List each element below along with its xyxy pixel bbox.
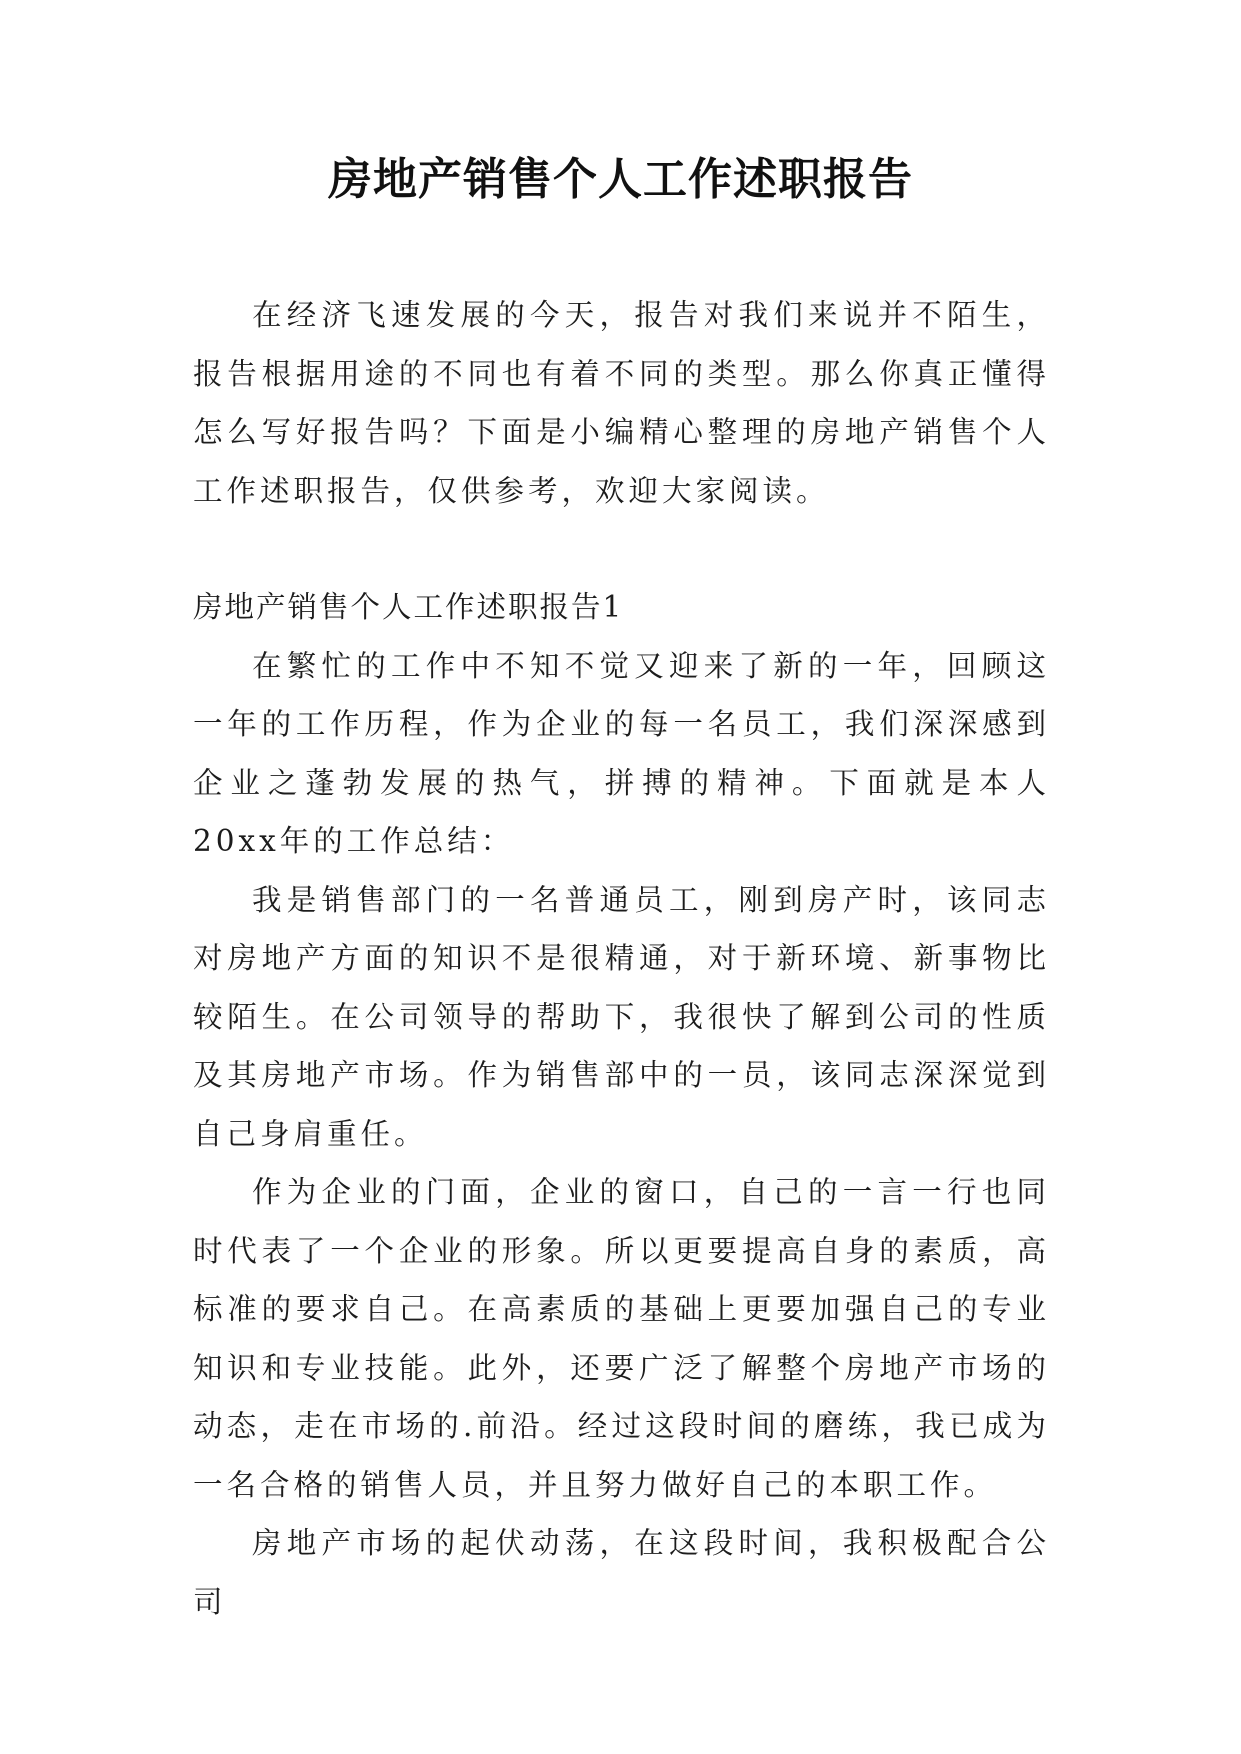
body-paragraph: 我是销售部门的一名普通员工，刚到房产时，该同志对房地产方面的知识不是很精通，对于新环境、新事物比较陌生。在公司领导的帮助下，我很快了解到公司的性质及其房地产市场。作为销售部中的一员，该同志深深觉到自己身肩重任。 [193,882,1050,1151]
document-title: 房地产销售个人工作述职报告 [328,154,913,205]
document-body [193,286,1050,1631]
section-heading: 房地产销售个人工作述职报告1 [193,590,624,624]
intro-paragraph: 在经济飞速发展的今天，报告对我们来说并不陌生，报告根据用途的不同也有着不同的类型。那么你真正懂得怎么写好报告吗？下面是小编精心整理的房地产销售个人工作述职报告，仅供参考，欢迎大家阅读。 [193,298,1050,508]
body-paragraph: 作为企业的门面，企业的窗口，自己的一言一行也同时代表了一个企业的形象。所以更要提高自身的素质，高标准的要求自己。在高素质的基础上更要加强自己的专业知识和专业技能。此外，还要广泛了解整个房地产市场的动态，走在市场的.前沿。经过这段时间的磨练，我已成为一名合格的销售人员，并且努力做好自己的本职工作。 [193,1175,1050,1502]
body-paragraph: 在繁忙的工作中不知不觉又迎来了新的一年，回顾这一年的工作历程，作为企业的每一名员工，我们深深感到企业之蓬勃发展的热气，拼搏的精神。下面就是本人20xx年的工作总结： [193,648,1050,858]
body-paragraph: 房地产市场的起伏动荡，在这段时间，我积极配合公司 [193,1526,1050,1619]
